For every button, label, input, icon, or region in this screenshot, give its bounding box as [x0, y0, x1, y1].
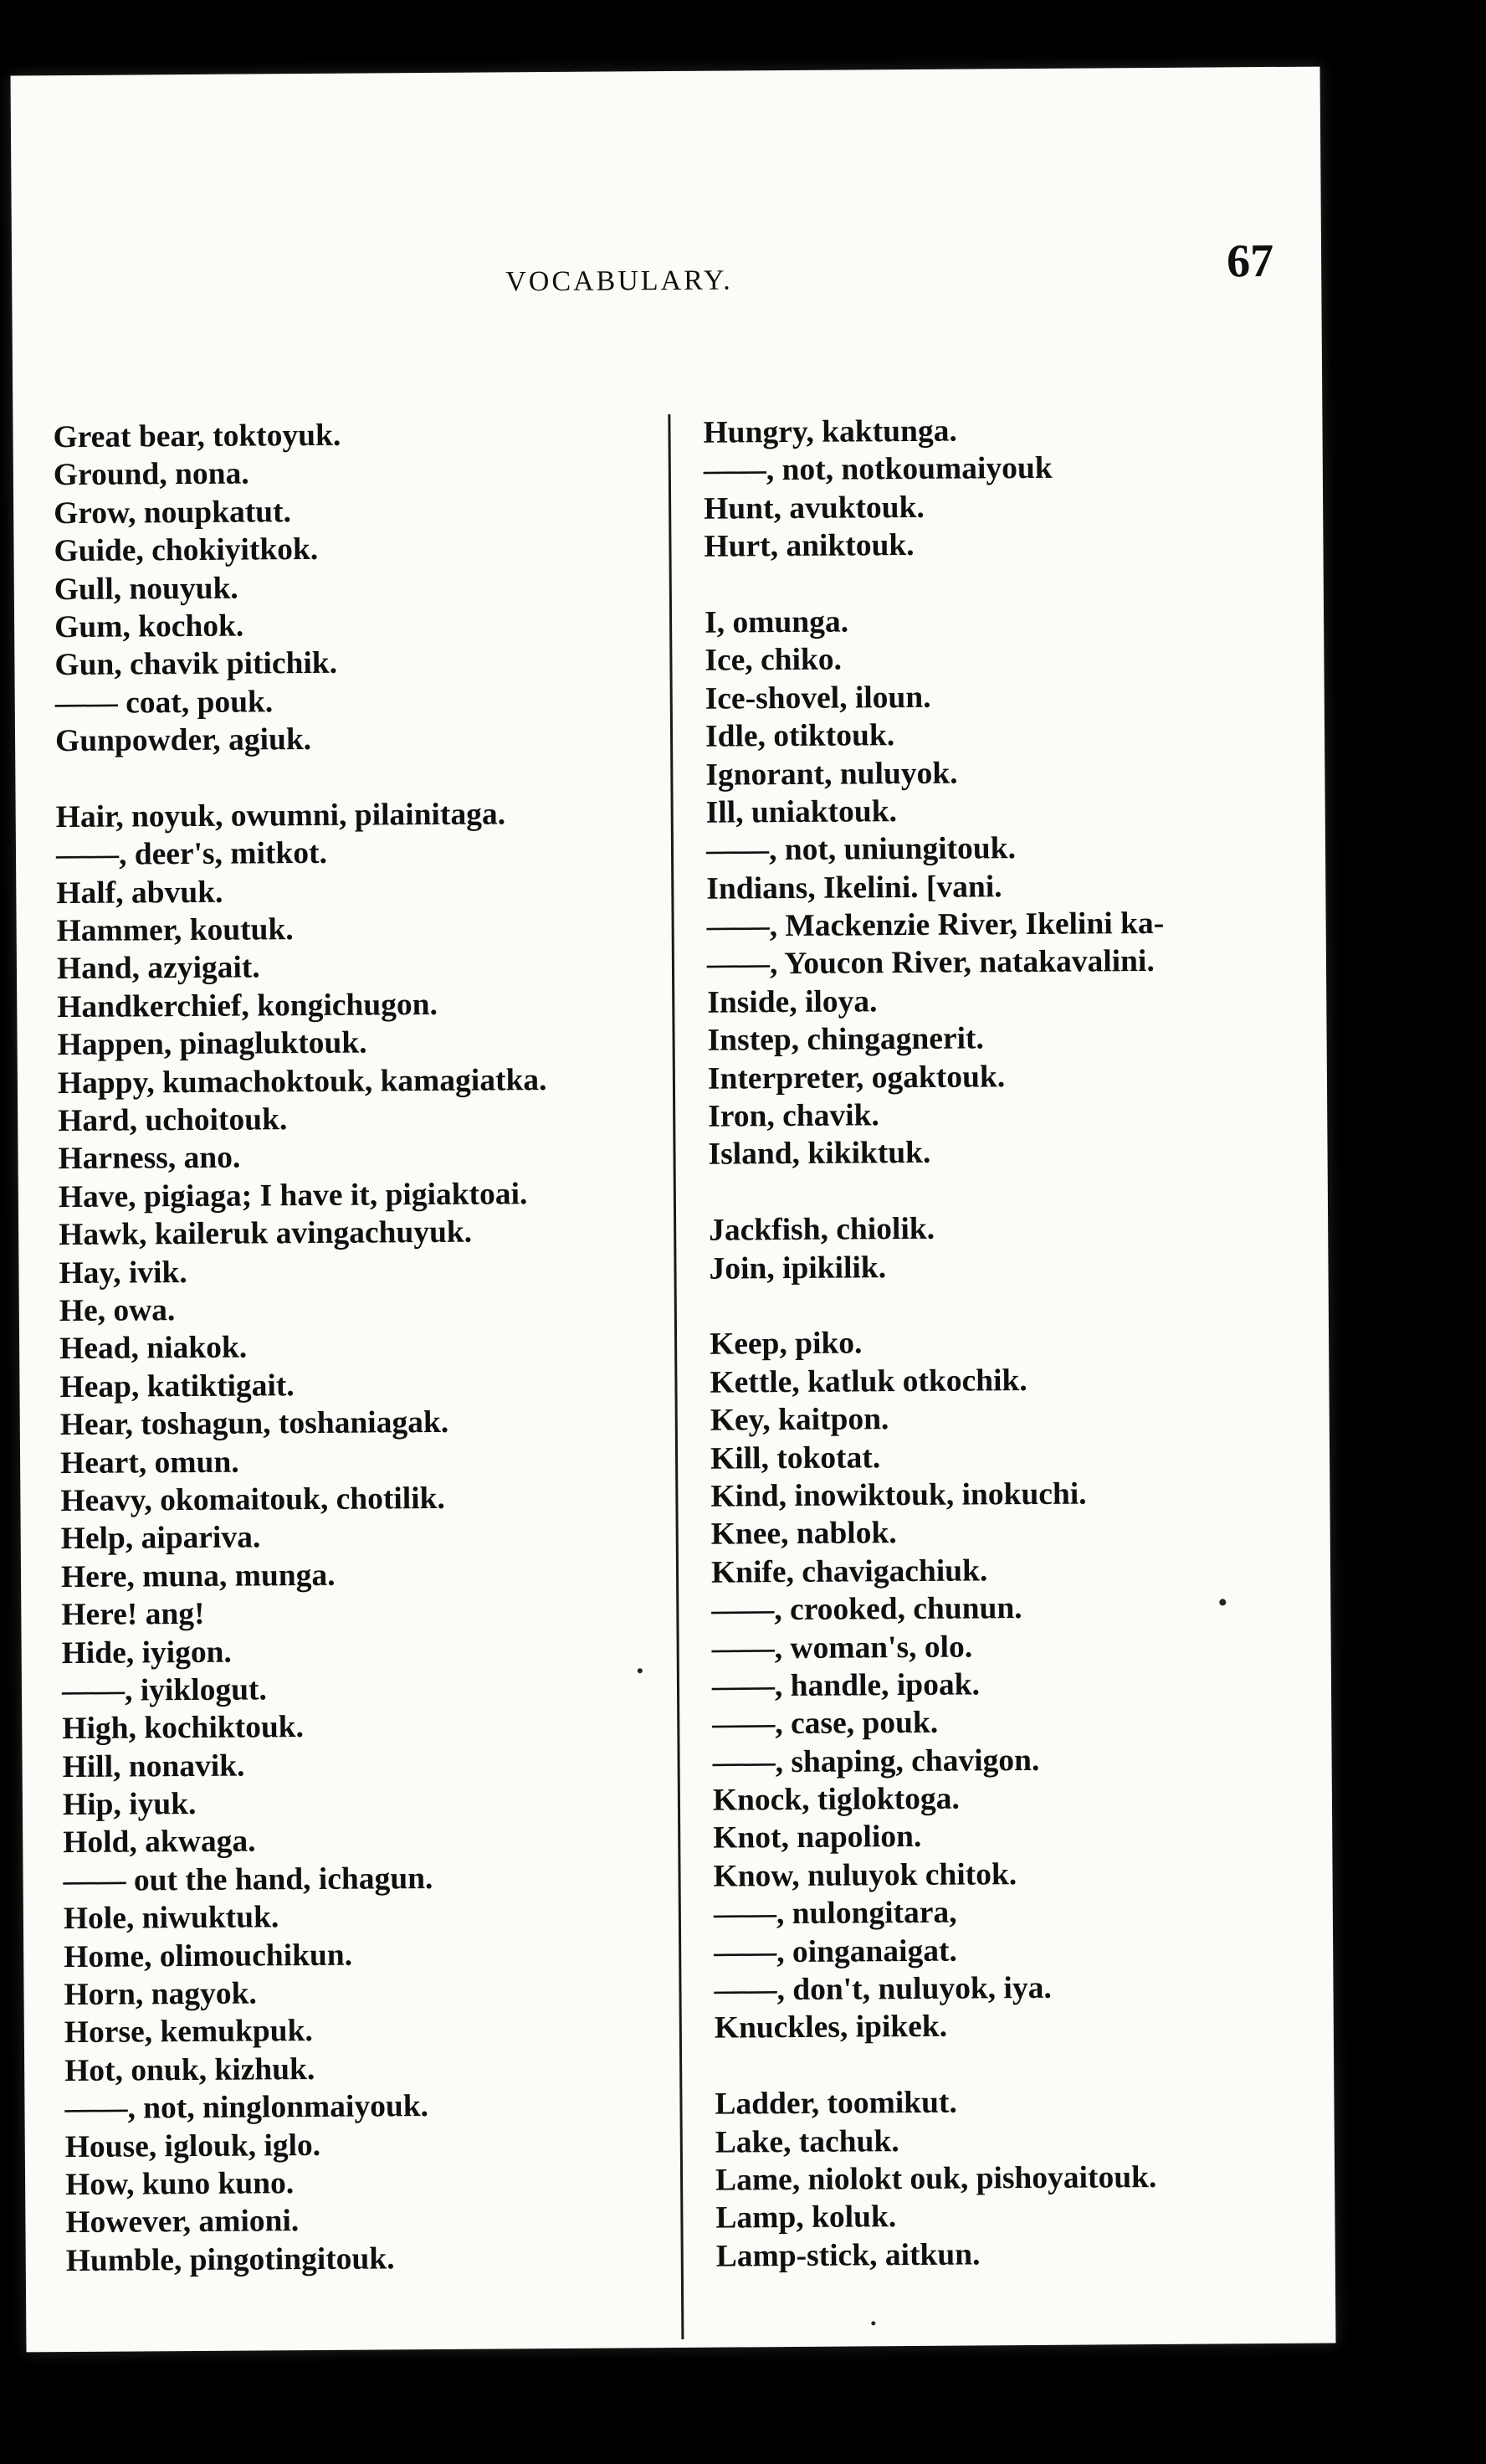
- vocabulary-entry: Gunpowder, agiuk.: [54, 722, 312, 759]
- vocabulary-entry: Happen, pinagluktouk.: [57, 1025, 367, 1063]
- vocabulary-entry: Humble, pingotingitouk.: [65, 2241, 395, 2278]
- vocabulary-entry: Ice-shovel, iloun.: [705, 680, 931, 716]
- vocabulary-entry: Handkerchief, kongichugon.: [57, 987, 438, 1024]
- vocabulary-entry: Instep, chingagnerit.: [707, 1021, 984, 1058]
- vocabulary-entry: ——, case, pouk.: [712, 1706, 939, 1742]
- vocabulary-entry: Iron, chavik.: [708, 1098, 879, 1134]
- vocabulary-entry: House, iglouk, iglo.: [64, 2128, 321, 2164]
- vocabulary-entry: Knife, chavigachiuk.: [710, 1553, 988, 1590]
- vocabulary-entry: Indians, Ikelini. [vani.: [706, 869, 1002, 906]
- vocabulary-entry: Lame, niolokt ouk, pishoyaitouk.: [715, 2159, 1157, 2198]
- vocabulary-entry: Hole, niwuktuk.: [63, 1900, 279, 1937]
- vocabulary-entry: Gull, nouyuk.: [54, 571, 238, 607]
- ink-speck: [1219, 1599, 1226, 1605]
- vocabulary-entry: ——, not, uniungitouk.: [705, 831, 1017, 869]
- vocabulary-entry: Heart, omun.: [59, 1445, 239, 1481]
- vocabulary-entry: Ill, uniaktouk.: [705, 794, 898, 830]
- vocabulary-entry: Hunt, avuktouk.: [704, 490, 925, 526]
- vocabulary-entry: ——, Mackenzie River, Ikelini ka-: [706, 906, 1165, 944]
- vocabulary-entry: ——, shaping, chavigon.: [712, 1743, 1040, 1780]
- vocabulary-entry: Ignorant, nuluyok.: [705, 756, 958, 793]
- vocabulary-entry: Ladder, toomikut.: [715, 2085, 957, 2122]
- vocabulary-entry: Hip, iyuk.: [62, 1787, 197, 1823]
- vocabulary-entry: Here! ang!: [61, 1597, 205, 1633]
- vocabulary-entry: Knuckles, ipikek.: [714, 2010, 948, 2046]
- vocabulary-entry: Have, pigiaga; I have it, pigiaktoai.: [58, 1177, 528, 1214]
- vocabulary-entry: Hawk, kaileruk avingachuyuk.: [59, 1214, 473, 1253]
- vocabulary-entry: Knee, nablok.: [710, 1516, 897, 1553]
- entry-spacer: [709, 1169, 1345, 1212]
- running-header: VOCABULARY.: [505, 264, 733, 298]
- vocabulary-entry: Heap, katiktigait.: [59, 1368, 295, 1404]
- vocabulary-entry: Happy, kumachoktouk, kamagiatka.: [57, 1062, 547, 1101]
- vocabulary-entry: Jackfish, chiolik.: [709, 1212, 935, 1248]
- vocabulary-entry: ——, don't, nuluyok, iya.: [714, 1970, 1052, 2008]
- vocabulary-entry: ——, oinganaigat.: [714, 1933, 958, 1970]
- vocabulary-entry: Home, olimouchikun.: [64, 1938, 353, 1974]
- vocabulary-entry: He, owa.: [59, 1293, 176, 1329]
- vocabulary-entry: ——, handle, ipoak.: [711, 1667, 981, 1704]
- vocabulary-entry: Knock, tigloktoga.: [712, 1781, 960, 1818]
- vocabulary-entry: ——, iyiklogut.: [61, 1672, 267, 1709]
- vocabulary-entry: Gun, chavik pitichik.: [54, 646, 338, 683]
- vocabulary-entry: I, omunga.: [704, 604, 849, 640]
- vocabulary-entry: ——, Youcon River, natakavalini.: [706, 944, 1155, 983]
- vocabulary-entry: Great bear, toktoyuk.: [53, 418, 341, 455]
- vocabulary-entry: Hard, uchoitouk.: [58, 1102, 288, 1139]
- vocabulary-entry: Join, ipikilik.: [709, 1250, 887, 1286]
- vocabulary-entry: ——, not, ninglonmaiyouk.: [64, 2089, 429, 2127]
- vocabulary-entry: Hill, nonavik.: [62, 1748, 245, 1784]
- vocabulary-entry: ——, nulongitara,: [713, 1895, 957, 1932]
- vocabulary-entry: Know, nuluyok chitok.: [713, 1856, 1017, 1894]
- ink-speck: [638, 1668, 643, 1673]
- vocabulary-entry: Help, aipariva.: [60, 1520, 261, 1557]
- vocabulary-entry: Gum, kochok.: [54, 608, 244, 645]
- entry-spacer: [715, 2043, 1350, 2086]
- vocabulary-entry: Heavy, okomaitouk, chotilik.: [60, 1481, 445, 1519]
- vocabulary-entry: Horse, kemukpuk.: [64, 2014, 313, 2051]
- vocabulary-entry: Half, abvuk.: [56, 875, 223, 911]
- vocabulary-entry: How, kuno kuno.: [64, 2166, 295, 2203]
- vocabulary-entry: Hay, ivik.: [59, 1255, 187, 1291]
- vocabulary-entry: Hungry, kaktunga.: [703, 413, 957, 450]
- vocabulary-entry: Guide, chokiyitkok.: [54, 532, 319, 569]
- page-number: 67: [1226, 234, 1274, 288]
- vocabulary-entry: Key, kaitpon.: [710, 1402, 889, 1438]
- vocabulary-entry: Hammer, koutuk.: [56, 912, 294, 949]
- vocabulary-entry: ——, deer's, mitkot.: [55, 836, 328, 873]
- vocabulary-entry: Hot, onuk, kizhuk.: [64, 2051, 315, 2088]
- vocabulary-entry: Hold, akwaga.: [63, 1824, 256, 1861]
- vocabulary-entry: Here, muna, munga.: [60, 1558, 336, 1594]
- vocabulary-entry: Hear, toshagun, toshaniagak.: [59, 1405, 449, 1443]
- vocabulary-entry: Horn, nagyok.: [64, 1976, 257, 2013]
- vocabulary-entry: High, kochiktouk.: [62, 1710, 305, 1747]
- vocabulary-entry: Inside, iloya.: [707, 984, 878, 1020]
- vocabulary-entry: Island, kikiktuk.: [708, 1136, 931, 1173]
- vocabulary-entry: Ice, chiko.: [705, 642, 843, 679]
- vocabulary-entry: Knot, napolion.: [713, 1820, 922, 1856]
- vocabulary-entry: Kill, tokotat.: [710, 1440, 881, 1476]
- entry-spacer: [55, 756, 691, 798]
- entry-spacer: [710, 1283, 1345, 1326]
- vocabulary-entry: Hurt, aniktouk.: [704, 528, 915, 564]
- vocabulary-entry: Lake, tachuk.: [715, 2123, 899, 2160]
- vocabulary-entry: Lamp, koluk.: [715, 2200, 897, 2236]
- vocabulary-entry: Interpreter, ogaktouk.: [707, 1059, 1006, 1096]
- vocabulary-entry: Harness, ano.: [58, 1141, 241, 1177]
- vocabulary-entry: Grow, noupkatut.: [54, 494, 292, 531]
- vocabulary-entry: —— out the hand, ichagun.: [63, 1861, 433, 1898]
- vocabulary-entry: —— coat, pouk.: [54, 685, 274, 721]
- vocabulary-entry: Keep, piko.: [709, 1326, 863, 1363]
- book-page: [11, 67, 1336, 2353]
- vocabulary-entry: Kettle, katluk otkochik.: [710, 1363, 1027, 1400]
- vocabulary-entry: Idle, otiktouk.: [705, 718, 895, 754]
- entry-spacer: [705, 562, 1340, 604]
- vocabulary-entry: Hair, noyuk, owumni, pilainitaga.: [55, 797, 506, 835]
- vocabulary-column-left: [53, 414, 702, 2280]
- vocabulary-entry: Kind, inowiktouk, inokuchi.: [710, 1476, 1087, 1514]
- vocabulary-entry: ——, not, notkoumaiyouk: [703, 451, 1053, 489]
- vocabulary-entry: However, amioni.: [65, 2204, 300, 2241]
- vocabulary-entry: ——, woman's, olo.: [711, 1630, 973, 1666]
- vocabulary-entry: Head, niakok.: [59, 1330, 248, 1367]
- vocabulary-entry: ——, crooked, chunun.: [711, 1591, 1022, 1628]
- vocabulary-entry: Lamp-stick, aitkun.: [715, 2237, 981, 2274]
- vocabulary-entry: Hide, iyigon.: [61, 1635, 232, 1671]
- ink-speck: [871, 2321, 875, 2325]
- vocabulary-entry: Hand, azyigait.: [56, 950, 260, 987]
- vocabulary-entry: Ground, nona.: [53, 456, 249, 493]
- vocabulary-column-right: [703, 409, 1352, 2275]
